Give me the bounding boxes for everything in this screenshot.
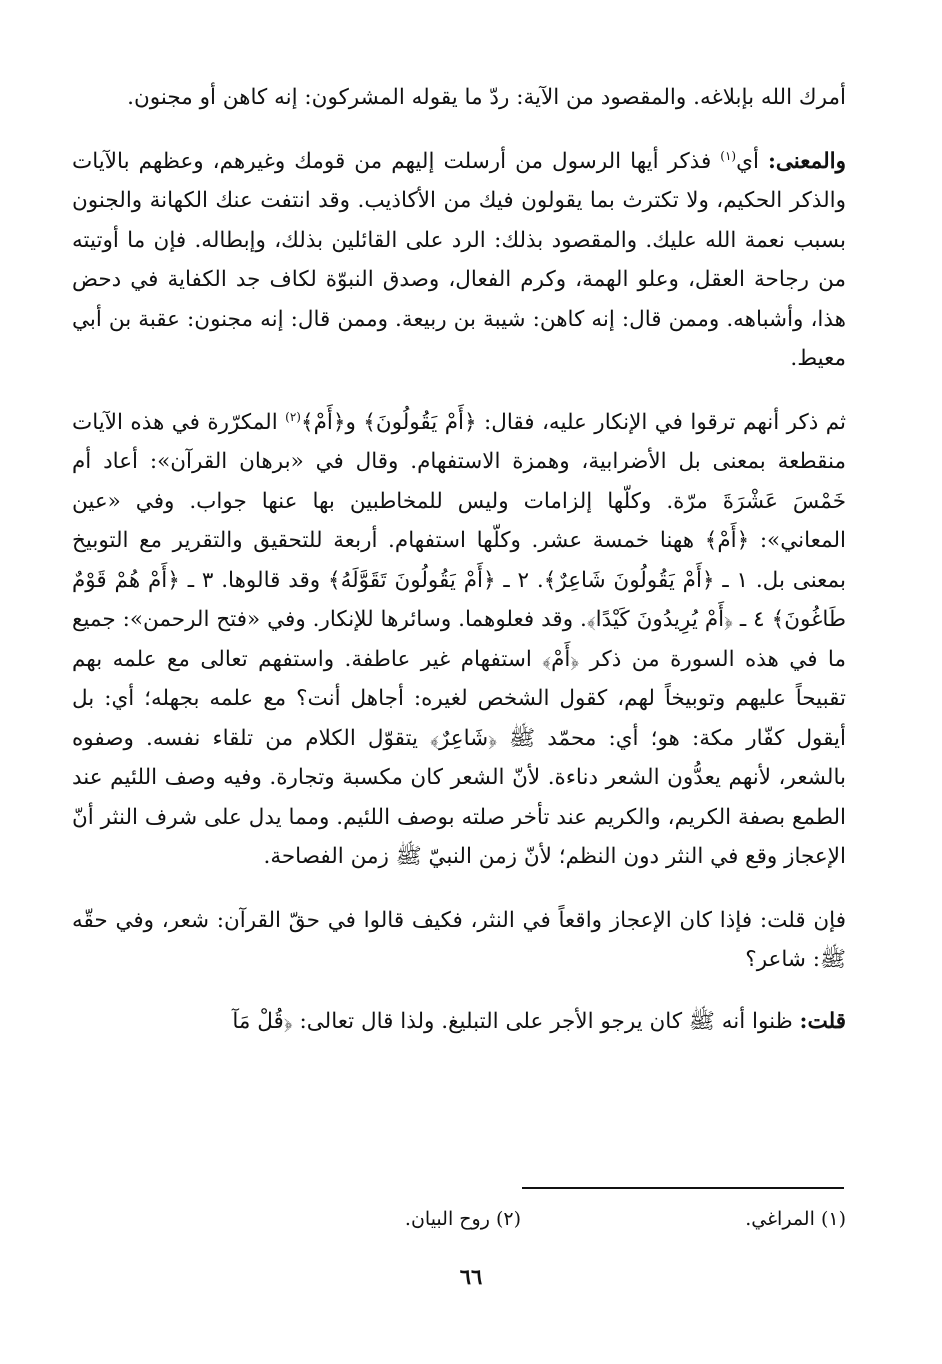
paragraph-2 — [72, 142, 846, 379]
paragraph-text: فإن قلت: فإذا كان الإعجاز واقعاً في النثر، فكيف قالوا في حقّ القرآن: شعر، وفي حقّه ﷺ: شاعر؟ — [72, 907, 846, 972]
paragraph-text: المكرّرة في هذه الآيات منقطعة بمعنى بل الأضرابية، وهمزة الاستفهام. وقال في «برهان القرآن»: أعاد أم خَمْسَ عَشْرَةَ مرّة. وكلّها إلزامات وليس للمخاطبين بها عنها جواب. وفي «عين المعاني»: ﴿أَمْ﴾ ههنا خمسة عشر. وكلّها استفهام. أربعة للتحقيق والتقرير مع التوبيخ بمعنى بل. ١ ـ ﴿أَمْ يَقُولُونَ شَاعِرٌ﴾. ٢ ـ ﴿أَمْ يَقُولُونَ تَقَوَّلَهُ﴾ وقد قالوها. ٣ ـ ﴿أَمْ هُمْ قَوْمٌ طَاغُونَ﴾ ٤ ـ ﴿أَمْ يُرِيدُونَ كَيْدًا﴾. وقد فعلوهما. وسائرها للإنكار. وفي «فتح الرحمن»: جميع ما في هذه السورة من ذكر ﴿أَمْ﴾ استفهام غير عاطفة. واستفهم تعالى مع علمه بهم تقبيحاً عليهم وتوبيخاً لهم، كقول الشخص لغيره: أجاهل أنت؟ مع علمه بجهله؛ أي: بل أيقول كفّار مكة: هو؛ أي: محمّد ﷺ ﴿شَاعِرٌ﴾ يتقوّل الكلام من تلقاء نفسه. وصفوه بالشعر، لأنهم يعدُّون الشعر دناءة. لأنّ الشعر كان مكسبة وتجارة. وفيه وصف اللئيم عند الطمع بصفة الكريم، والكريم عند تأخر صلته بوصف اللئيم. ومما يدل على شرف النثر أنّ الإعجاز وقع في النثر دون النظم؛ لأنّ زمن النبيّ ﷺ زمن الفصاحة. — [72, 409, 847, 869]
page-number: ٦٦ — [459, 1264, 483, 1289]
footnote-text: روح البيان. — [404, 1208, 490, 1230]
paragraph-3 — [72, 403, 846, 877]
paragraph-4 — [72, 901, 846, 980]
paragraph-1 — [72, 78, 846, 118]
paragraph-text-before-ref: أي — [736, 148, 768, 174]
footnote-number: (٢) — [495, 1208, 521, 1230]
footnote-ref-2: (٢) — [285, 409, 301, 424]
footnote-1 — [745, 1204, 846, 1234]
footnote-text: المراغي. — [745, 1208, 815, 1230]
paragraph-text-before-ref: ثم ذكر أنهم ترقوا في الإنكار عليه، فقال: ﴿أَمْ يَقُولُونَ﴾ و﴿أَمْ﴾ — [300, 409, 846, 435]
footnote-separator — [522, 1187, 844, 1189]
footnote-2 — [405, 1204, 521, 1234]
paragraph-5 — [72, 1002, 846, 1042]
paragraph-text: فذكر أيها الرسول من أرسلت إليهم من قومك وغيرهم، وعظهم بالآيات والذكر الحكيم، ولا تكترث بما يقولون فيك من الأكاذيب. وقد انتفت عنك الكهانة والجنون بسبب نعمة الله عليك. والمقصود بذلك: الرد على القائلين بذلك، وإبطاله. فإن ما أوتيته من رجاحة العقل، وعلو الهمة، وكرم الفعال، وصدق النبوّة لكاف جد الكفاية في دحض هذا، وأشباهه. وممن قال: إنه كاهن: شيبة بن ربيعة. وممن قال: إنه مجنون: عقبة بن أبي معيط. — [72, 148, 846, 371]
paragraph-lead-word: والمعنى: — [767, 148, 846, 174]
paragraph-lead-word: قلت: — [799, 1008, 846, 1034]
paragraph-text: ظنوا أنه ﷺ كان يرجو الأجر على التبليغ. ولذا قال تعالى: ﴿قُلْ مَآ — [232, 1008, 800, 1034]
body-text — [72, 78, 846, 1065]
footnote-ref-1: (١) — [720, 148, 737, 163]
footnote-number: (١) — [820, 1208, 846, 1230]
paragraph-text: أمرك الله بإبلاغه. والمقصود من الآية: ردّ ما يقوله المشركون: إنه كاهن أو مجنون. — [127, 85, 846, 110]
